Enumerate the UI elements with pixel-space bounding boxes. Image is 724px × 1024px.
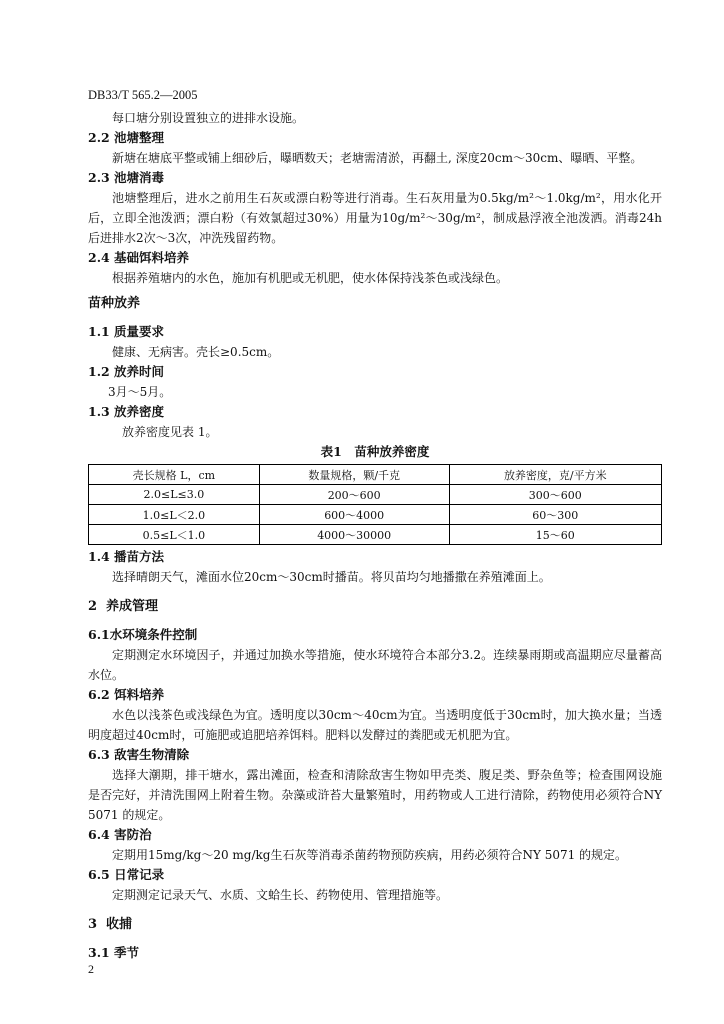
heading-number: 2.4 xyxy=(88,250,110,265)
heading-title: 饵料培养 xyxy=(114,687,165,702)
heading-title: 养成管理 xyxy=(106,599,159,614)
heading-title: 季节 xyxy=(114,945,140,960)
heading-seedling-stocking: 苗种放养 xyxy=(88,296,141,311)
paragraph-6-1: 定期测定水环境因子，并通过加换水等措施，使水环境符合本部分3.2。连续暴雨期或高温期应尽量蓄高水位。 xyxy=(88,648,662,682)
heading-number: 6.5 xyxy=(88,867,110,882)
column-header-shell-length: 壳长规格 L，cm xyxy=(89,465,260,485)
heading-number: 1.2 xyxy=(88,364,110,379)
heading-1-1 xyxy=(88,322,662,342)
heading-2-2 xyxy=(88,128,662,148)
heading-number: 6.2 xyxy=(88,687,110,702)
heading-number: 2.2 xyxy=(88,130,110,145)
heading-title: 质量要求 xyxy=(114,324,165,339)
table-cell: 2.0≤L≤3.0 xyxy=(89,485,260,505)
paragraph-1-1: 健康、无病害。壳长≥0.5cm。 xyxy=(112,345,280,359)
heading-title: 水环境条件控制 xyxy=(109,627,198,642)
heading-1-4 xyxy=(88,547,662,567)
paragraph-2-2: 新塘在塘底平整或铺上细砂后，曝晒数天；老塘需清淤，再翻土, 深度20cm～30cm、曝晒、平整。 xyxy=(112,151,643,165)
table-cell: 15～60 xyxy=(449,525,661,545)
table-title: 表1 苗种放养密度 xyxy=(320,444,430,459)
heading-2-3 xyxy=(88,168,662,188)
heading-title: 放养密度 xyxy=(114,404,165,419)
table-cell: 1.0≤L＜2.0 xyxy=(89,505,260,525)
heading-title: 放养时间 xyxy=(114,364,165,379)
heading-title: 害防治 xyxy=(114,827,152,842)
heading-6-1 xyxy=(88,625,662,645)
paragraph-1-3: 放养密度见表 1。 xyxy=(122,425,218,439)
heading-number: 3 xyxy=(88,917,98,932)
heading-number: 3.1 xyxy=(88,945,110,960)
table-header-row xyxy=(89,465,662,485)
heading-6-4 xyxy=(88,825,662,845)
table-cell: 200～600 xyxy=(259,485,449,505)
heading-title: 日常记录 xyxy=(114,867,165,882)
heading-title: 池塘消毒 xyxy=(114,170,165,185)
content-flow xyxy=(88,108,662,963)
table-row xyxy=(89,485,662,505)
heading-number: 6.4 xyxy=(88,827,110,842)
heading-grow-out-management xyxy=(88,597,662,617)
heading-number: 1.1 xyxy=(88,324,110,339)
paragraph-6-2: 水色以浅茶色或浅绿色为宜。透明度以30cm～40cm为宜。当透明度低于30cm时，加大换水量；当透明度超过40cm时，可施肥或追肥培养饵料。肥料以发酵过的粪肥或无机肥为宜。 xyxy=(88,708,662,742)
paragraph-2-4: 根据养殖塘内的水色，施加有机肥或无机肥，使水体保持浅茶色或浅绿色。 xyxy=(112,271,509,285)
table-cell: 600～4000 xyxy=(259,505,449,525)
table-row xyxy=(89,505,662,525)
heading-title: 收捕 xyxy=(106,917,133,932)
column-header-count: 数量规格，颗/千克 xyxy=(259,465,449,485)
column-header-density: 放养密度，克/平方米 xyxy=(449,465,661,485)
heading-title: 池塘整理 xyxy=(114,130,165,145)
heading-number: 6.3 xyxy=(88,747,110,762)
heading-harvest xyxy=(88,915,662,935)
paragraph-1-2: 3月～5月。 xyxy=(108,385,172,399)
heading-number: 6.1 xyxy=(88,627,110,642)
heading-number: 1.3 xyxy=(88,404,110,419)
heading-title: 播苗方法 xyxy=(114,549,165,564)
heading-title: 基础饵料培养 xyxy=(114,250,190,265)
page-number: 2 xyxy=(88,962,94,976)
heading-6-5 xyxy=(88,865,662,885)
heading-1-3 xyxy=(88,402,662,422)
paragraph-lead: 每口塘分别设置独立的进排水设施。 xyxy=(112,111,305,125)
standard-code: DB33/T 565.2—2005 xyxy=(88,88,198,102)
table-cell: 60～300 xyxy=(449,505,661,525)
heading-number: 2 xyxy=(88,599,98,614)
heading-1-2 xyxy=(88,362,662,382)
paragraph-2-3: 池塘整理后，进水之前用生石灰或漂白粉等进行消毒。生石灰用量为0.5kg/m²～1.0kg/m²，用水化开后，立即全池泼洒；漂白粉（有效氯超过30%）用量为10g/m²～30g/m²，制成悬浮液全池泼洒。消毒24h后进排水2次～3次，冲洗残留药物。 xyxy=(88,191,662,245)
table-cell: 4000～30000 xyxy=(259,525,449,545)
heading-6-3 xyxy=(88,745,662,765)
table-cell: 300～600 xyxy=(449,485,661,505)
paragraph-6-4: 定期用15mg/kg～20 mg/kg生石灰等消毒杀菌药物预防疾病，用药必须符合NY 5071 的规定。 xyxy=(112,848,628,862)
paragraph-6-3: 选择大潮期，排干塘水，露出滩面，检查和清除敌害生物如甲壳类、腹足类、野杂鱼等；检查围网设施是否完好，并清洗围网上附着生物。杂藻或浒苔大量繁殖时，用药物或人工进行清除，药物使用必须符合NY 5071 的规定。 xyxy=(88,768,662,822)
paragraph-1-4: 选择晴朗天气，滩面水位20cm～30cm时播苗。将贝苗均匀地播撒在养殖滩面上。 xyxy=(112,570,551,584)
heading-3-1 xyxy=(88,943,662,963)
table-cell: 0.5≤L＜1.0 xyxy=(89,525,260,545)
heading-number: 1.4 xyxy=(88,549,110,564)
paragraph-6-5: 定期测定记录天气、水质、文蛤生长、药物使用、管理措施等。 xyxy=(112,888,449,902)
heading-number: 2.3 xyxy=(88,170,110,185)
table-row xyxy=(89,525,662,545)
heading-2-4 xyxy=(88,248,662,268)
heading-6-2 xyxy=(88,685,662,705)
stocking-density-table xyxy=(88,464,662,545)
heading-title: 敌害生物清除 xyxy=(114,747,190,762)
